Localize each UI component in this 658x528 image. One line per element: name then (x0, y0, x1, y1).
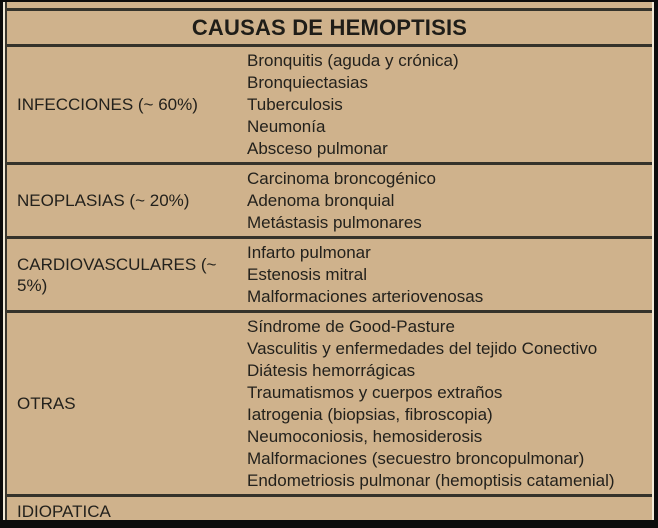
category-cell (7, 165, 239, 236)
cause-item: Malformaciones arteriovenosas (247, 287, 484, 306)
cause-item: Metástasis pulmonares (247, 213, 422, 232)
category-label: OTRAS (17, 394, 76, 413)
cause-item: Iatrogenia (biopsias, fibroscopia) (247, 405, 493, 424)
table-body (7, 47, 652, 520)
category-label: INFECCIONES (~ 60%) (17, 95, 198, 114)
cause-item: Infarto pulmonar (247, 243, 371, 262)
cause-item: Carcinoma broncogénico (247, 169, 436, 188)
cause-item: Vasculitis y enfermedades del tejido Conectivo (247, 339, 598, 358)
cause-item: Endometriosis pulmonar (hemoptisis catamenial) (247, 471, 615, 490)
section-row (7, 497, 652, 520)
cause-item: Traumatismos y cuerpos extraños (247, 383, 503, 402)
category-cell (7, 497, 652, 520)
cause-item: Síndrome de Good-Pasture (247, 317, 455, 336)
category-label: IDIOPATICA (17, 502, 111, 520)
section-row (7, 47, 652, 165)
table-title-row (7, 8, 652, 47)
cause-item: Tuberculosis (247, 95, 343, 114)
section-row (7, 239, 652, 313)
category-label: CARDIOVASCULARES (~ 5%) (17, 254, 217, 295)
causes-cell (239, 239, 652, 310)
section-row (7, 313, 652, 497)
cause-item: Adenoma bronquial (247, 191, 395, 210)
page-edge (3, 2, 654, 520)
cause-item: Absceso pulmonar (247, 139, 388, 158)
cause-item: Malformaciones (secuestro broncopulmonar) (247, 449, 585, 468)
category-cell (7, 313, 239, 494)
category-cell (7, 239, 239, 310)
category-label: NEOPLASIAS (~ 20%) (17, 191, 190, 210)
causes-cell (239, 313, 652, 494)
cause-item: Estenosis mitral (247, 265, 367, 284)
cause-item: Diátesis hemorrágicas (247, 361, 416, 380)
section-row (7, 165, 652, 239)
table-title: CAUSAS DE HEMOPTISIS (191, 14, 468, 40)
cause-item: Bronquiectasias (247, 73, 368, 92)
hemoptysis-table (5, 2, 652, 520)
cause-item: Neumonía (247, 117, 326, 136)
causes-cell (239, 165, 652, 236)
causes-cell (239, 47, 652, 162)
cause-item: Bronquitis (aguda y crónica) (247, 51, 459, 70)
cause-item: Neumoconiosis, hemosiderosis (247, 427, 483, 446)
category-cell (7, 47, 239, 162)
